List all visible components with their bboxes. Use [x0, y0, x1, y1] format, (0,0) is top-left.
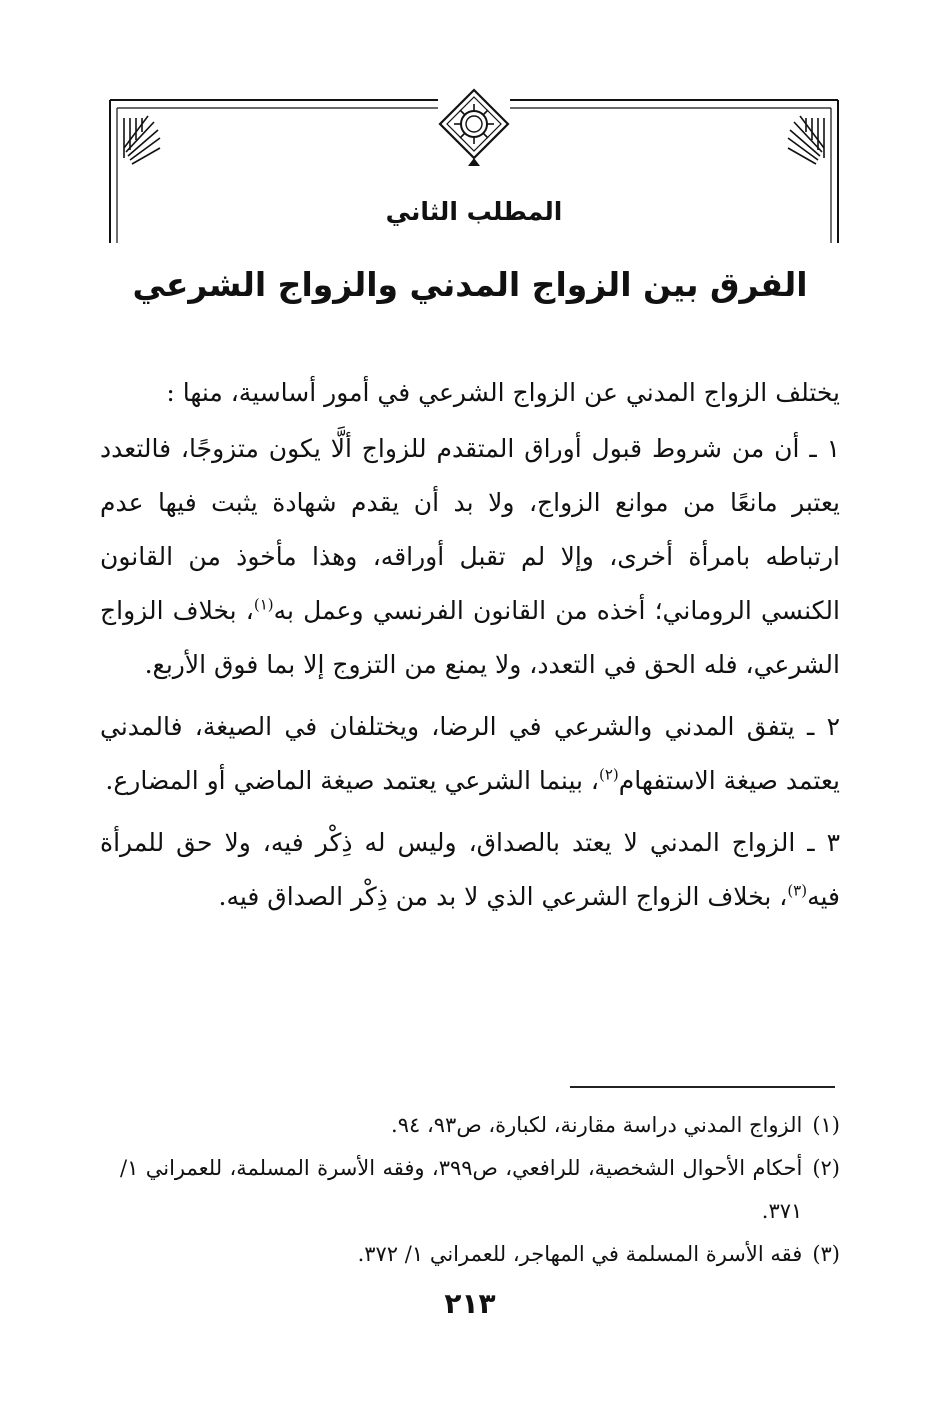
paragraph-text: ، بينما الشرعي يعتمد صيغة الماضي أو المضارع.: [105, 766, 599, 795]
paragraph-text: ، بخلاف الزواج الشرعي، فله الحق في التعدد، ولا يمنع من التزوج إلا بما فوق الأربع.: [100, 596, 840, 679]
footnote-marker: (٢): [598, 765, 619, 784]
footnote-item: [120, 1233, 840, 1276]
footnote-number: (١): [812, 1113, 840, 1137]
page-number: ٢١٣: [444, 1287, 496, 1320]
footnote-text: أحكام الأحوال الشخصية، للرافعي، ص٣٩٩، وفقه الأسرة المسلمة، للعمراني ١/ ٣٧١.: [120, 1156, 803, 1223]
footnote-number: (٣): [812, 1242, 840, 1266]
paragraph-item-3: [100, 816, 840, 924]
footnote-item: [120, 1104, 840, 1147]
paragraph-text: ، بخلاف الزواج الشرعي الذي لا بد من ذِكْر الصداق فيه.: [218, 882, 788, 911]
footnote-text: فقه الأسرة المسلمة في المهاجر، للعمراني ١/ ٣٧٢.: [357, 1242, 803, 1266]
paragraph-item-2: [100, 700, 840, 808]
paragraph-text: ٣ ـ الزواج المدني لا يعتد بالصداق، وليس له ذِكْر فيه، ولا حق للمرأة فيه: [100, 828, 840, 911]
footnotes: [120, 1104, 840, 1276]
footnote-item: [120, 1147, 840, 1233]
paragraph-text: ٢ ـ يتفق المدني والشرعي في الرضا، ويختلفان في الصيغة، فالمدني يعتمد صيغة الاستفهام: [100, 712, 840, 795]
section-label: المطلب الثاني: [385, 197, 563, 226]
footnote-divider: [570, 1086, 835, 1088]
intro-paragraph: يختلف الزواج المدني عن الزواج الشرعي في أمور أساسية، منها :: [166, 378, 840, 407]
footnote-marker: (٣): [787, 881, 808, 900]
footnote-text: الزواج المدني دراسة مقارنة، لكبارة، ص٩٣، ٩٤.: [391, 1113, 803, 1137]
paragraph-item-1: [100, 422, 840, 692]
paragraph-text: ١ ـ أن من شروط قبول أوراق المتقدم للزواج ألَّا يكون متزوجًا، فالتعدد يعتبر مانعًا من موانع الزواج، ولا بد أن يقدم شهادة يثبت فيها عدم ارتباطه بامرأة أخرى، وإلا لم تقبل أوراقه، وهذا مأخوذ من القانون الكنسي الروماني؛ أخذه من القانون الفرنسي وعمل به: [100, 434, 840, 625]
footnote-marker: (١): [253, 595, 274, 614]
footnote-number: (٢): [812, 1156, 840, 1180]
body-text: [100, 366, 840, 932]
page-title: الفرق بين الزواج المدني والزواج الشرعي: [132, 265, 808, 304]
